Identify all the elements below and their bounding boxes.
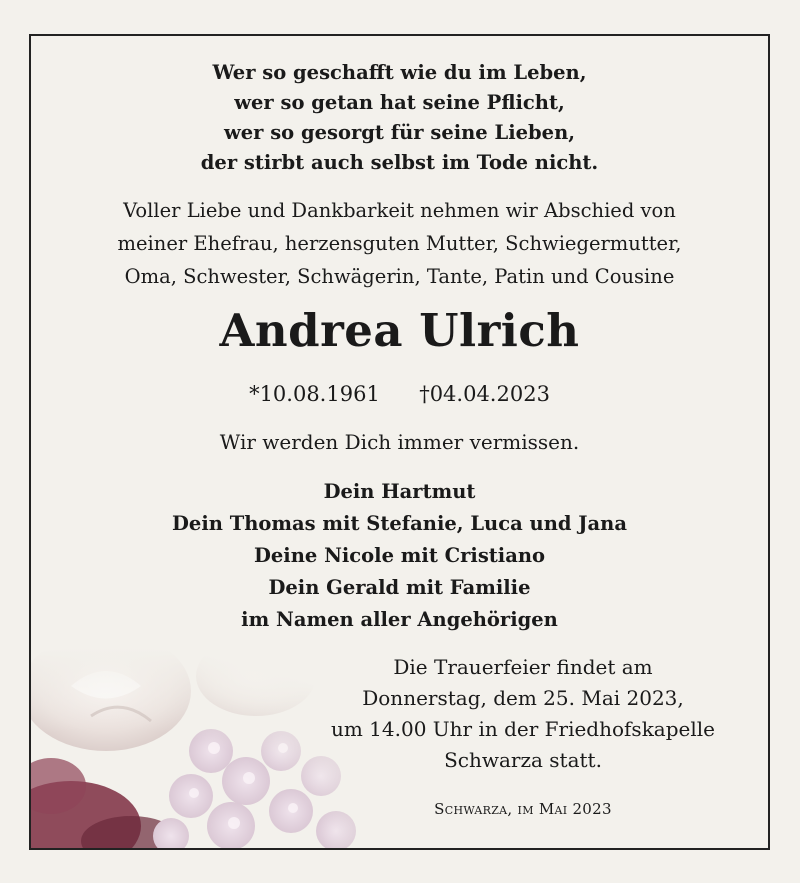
poem-block <box>31 58 768 178</box>
poem-line: der stirbt auch selbst im Tode nicht. <box>200 151 599 174</box>
birth-date: *10.08.1961 <box>249 382 380 406</box>
family-member: im Namen aller Angehörigen <box>241 608 558 631</box>
poem-line: wer so getan hat seine Pflicht, <box>234 91 565 114</box>
deceased-name: Andrea Ulrich <box>219 304 580 357</box>
intro-line: meiner Ehefrau, herzensguten Mutter, Schwiegermutter, <box>117 232 682 255</box>
service-line: Donnerstag, dem 25. Mai 2023, <box>362 686 684 710</box>
intro-line: Oma, Schwester, Schwägerin, Tante, Patin und Cousine <box>124 265 675 288</box>
family-member: Dein Hartmut <box>323 480 476 503</box>
poem-line: wer so gesorgt für seine Lieben, <box>223 121 576 144</box>
intro-text <box>31 194 768 293</box>
obituary-frame <box>29 34 770 850</box>
service-line: Schwarza statt. <box>444 748 602 772</box>
life-dates <box>31 382 768 406</box>
family-list <box>31 476 768 636</box>
family-member: Dein Thomas mit Stefanie, Luca und Jana <box>172 512 627 535</box>
poem-line: Wer so geschafft wie du im Leben, <box>212 61 587 84</box>
funeral-service-info <box>313 652 733 776</box>
death-date: †04.04.2023 <box>419 382 550 406</box>
intro-line: Voller Liebe und Dankbarkeit nehmen wir Abschied von <box>123 199 676 222</box>
family-member: Deine Nicole mit Cristiano <box>253 544 546 567</box>
service-line: um 14.00 Uhr in der Friedhofskapelle <box>330 717 716 741</box>
miss-text: Wir werden Dich immer vermissen. <box>219 430 580 454</box>
service-line: Die Trauerfeier findet am <box>393 655 653 679</box>
family-member: Dein Gerald mit Familie <box>268 576 531 599</box>
place-date: Schwarza, im Mai 2023 <box>434 800 612 818</box>
